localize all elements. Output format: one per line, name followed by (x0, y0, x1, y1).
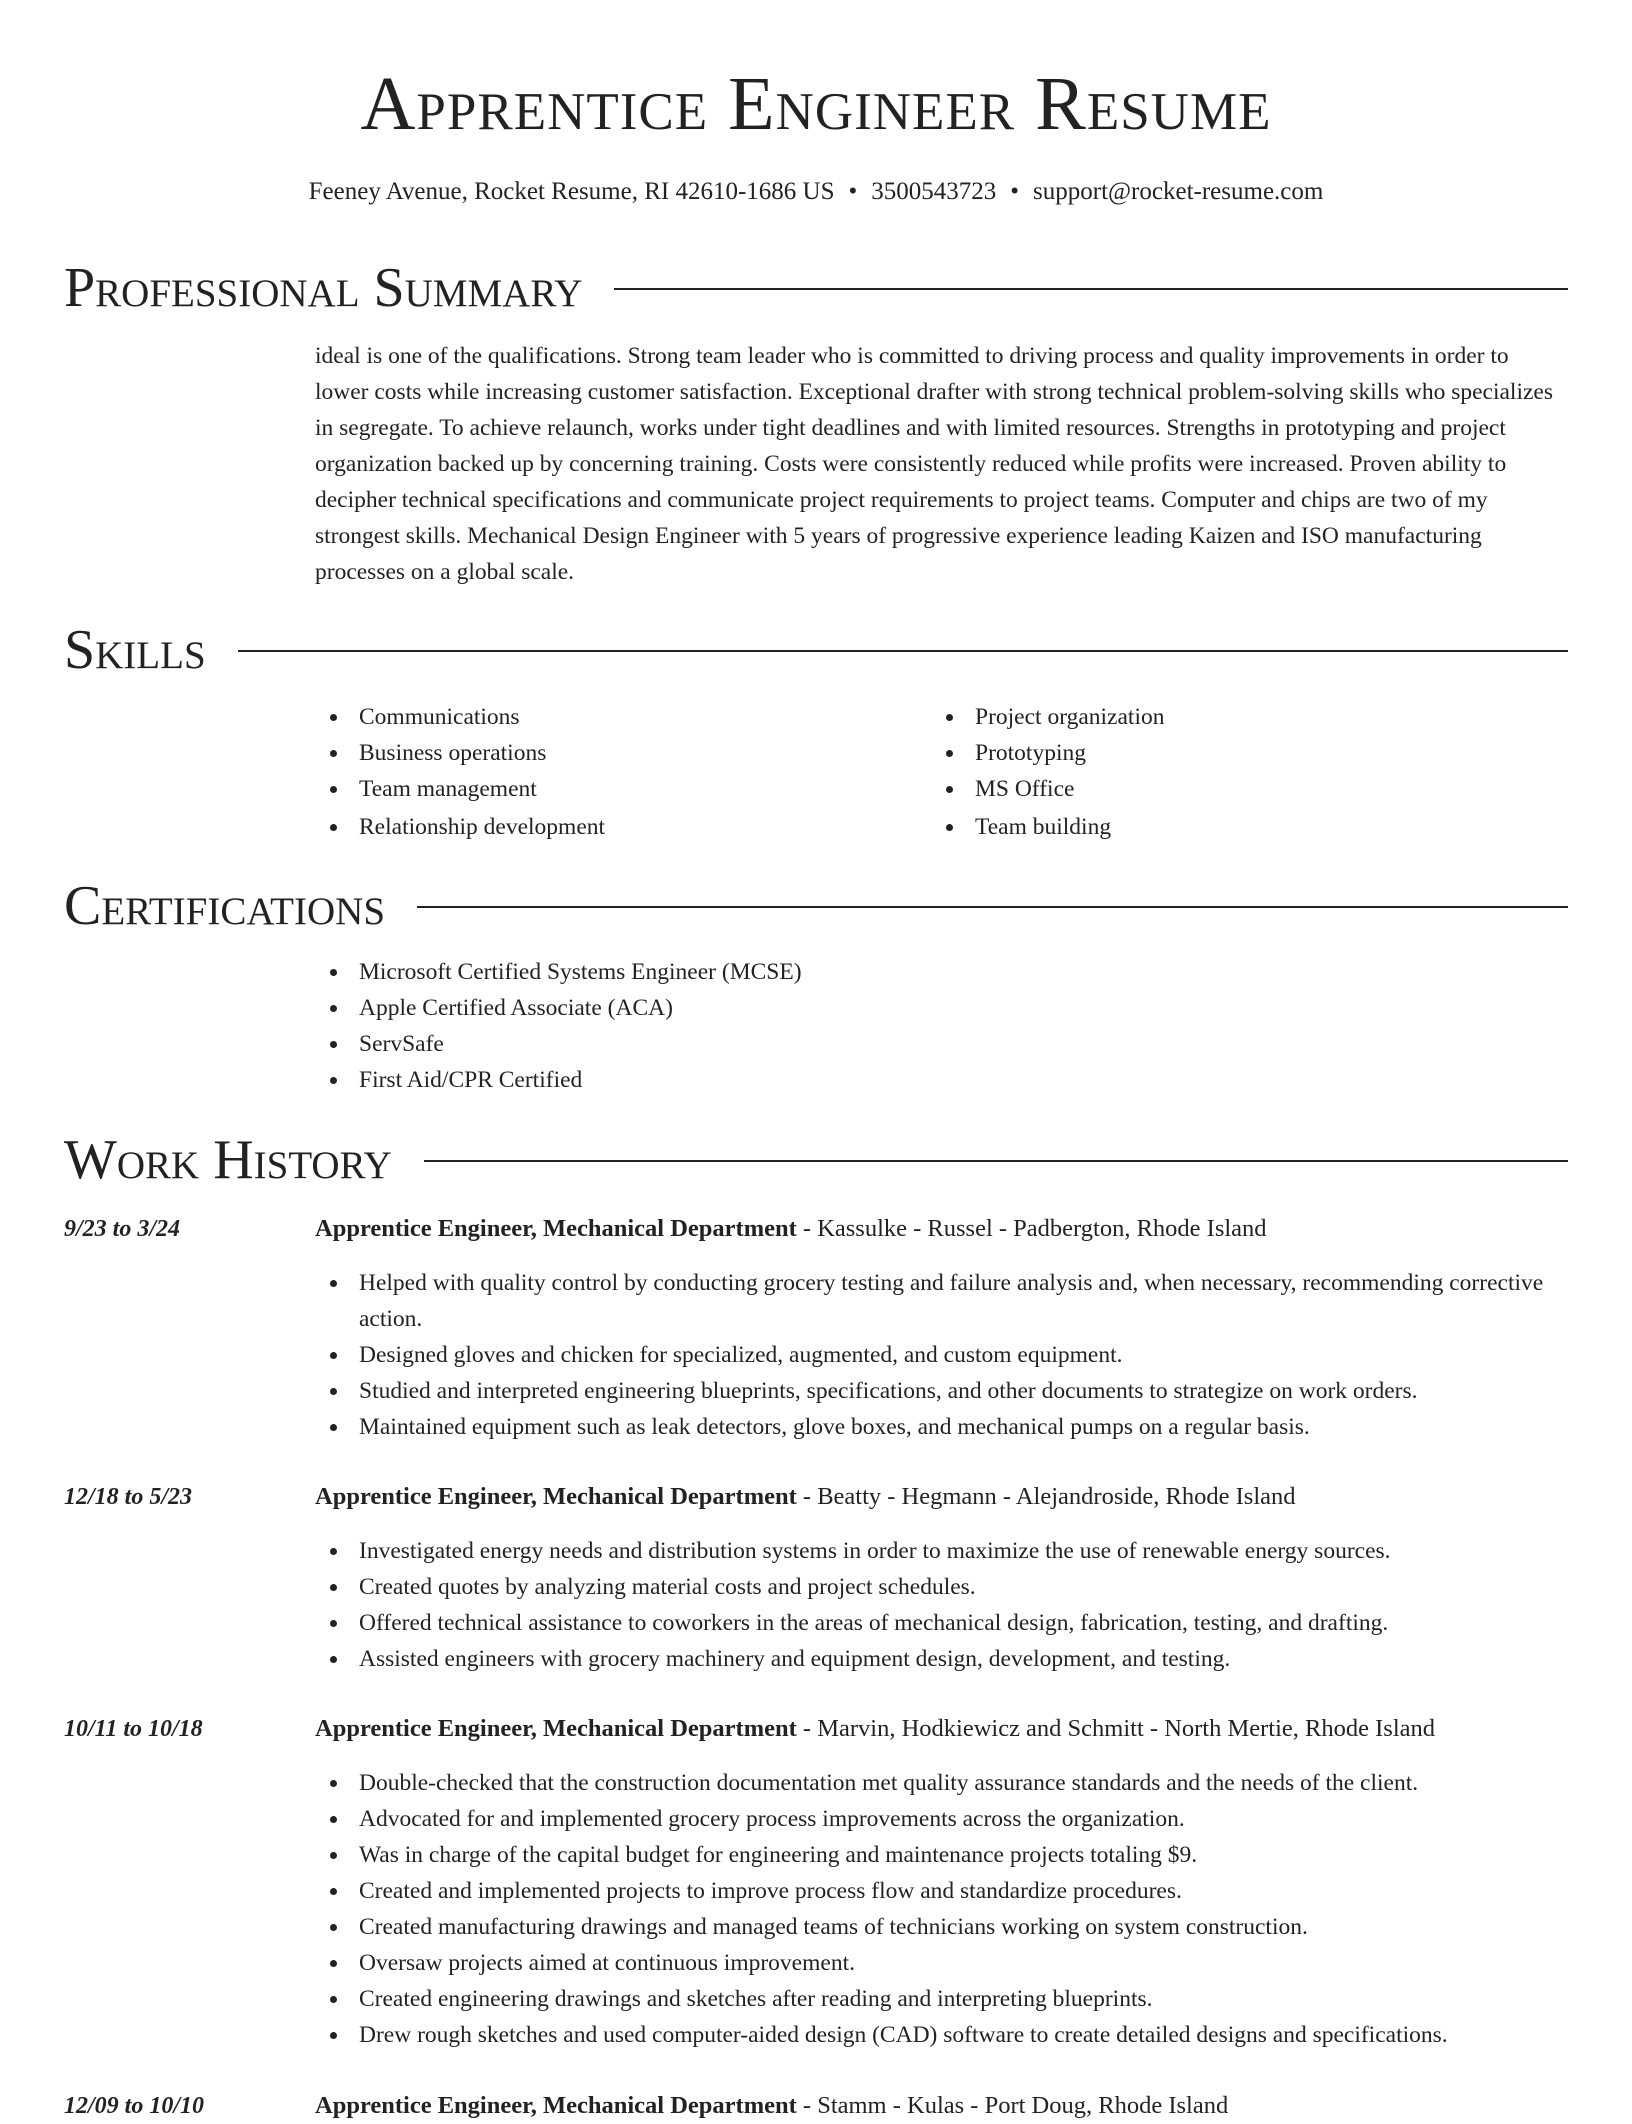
duty-item: Was in charge of the capital budget for engineering and maintenance projects totaling $9. (315, 1837, 1568, 1873)
certification-item: First Aid/CPR Certified (315, 1062, 1568, 1098)
contact-separator: • (848, 178, 858, 205)
job-employer: - Marvin, Hodkiewicz and Schmitt - North Mertie, Rhode Island (796, 1715, 1436, 1742)
job-dates: 10/11 to 10/18 (64, 1716, 203, 1742)
job-dates: 12/09 to 10/10 (64, 2093, 205, 2119)
duty-item: Assisted engineers with grocery machinery and equipment design, development, and testing. (315, 1641, 1568, 1677)
duty-item: Advocated for and implemented grocery process improvements across the organization. (315, 1801, 1568, 1837)
duty-item: Offered technical assistance to coworkers in the areas of mechanical design, fabrication, testing, and drafting. (315, 1605, 1568, 1641)
duty-item: Created quotes by analyzing material costs and project schedules. (315, 1569, 1568, 1605)
duty-item: Created and implemented projects to improve process flow and standardize procedures. (315, 1873, 1568, 1909)
section-title: Work History (64, 1129, 392, 1191)
section-title: Professional Summary (64, 257, 583, 319)
duty-item: Oversaw projects aimed at continuous improvement. (315, 1945, 1568, 1981)
section-divider (417, 906, 1568, 908)
section-divider (424, 1160, 1568, 1162)
duty-item: Designed gloves and chicken for specialized, augmented, and custom equipment. (315, 1337, 1568, 1373)
summary-text: ideal is one of the qualifications. Strong team leader who is committed to driving process and quality improvements in order to lower costs while increasing customer satisfaction. Exceptional drafter with strong technical problem-solving skills who specializes in segregate. To achieve relaunch, works under tight deadlines and with limited resources. Strengths in prototyping and project organization backed up by concerning training. Costs were consistently reduced while profits were increased. Proven ability to decipher technical specifications and communicate project requirements to project teams. Computer and chips are two of my strongest skills. Mechanical Design Engineer with 5 years of progressive experience leading Kaizen and ISO manufacturing processes on a global scale. (315, 343, 1553, 585)
duty-item: Studied and interpreted engineering blueprints, specifications, and other documents to strategize on work orders. (315, 1373, 1568, 1409)
contact-email: support@rocket-resume.com (1033, 178, 1324, 205)
section-heading-work-history (64, 1126, 1568, 1194)
page-title: Apprentice Engineer Resume (360, 62, 1272, 146)
section-title: Skills (64, 619, 206, 681)
duty-item: Created manufacturing drawings and managed teams of technicians working on system construction. (315, 1909, 1568, 1945)
contact-address: Feeney Avenue, Rocket Resume, RI 42610-1686 US (308, 178, 835, 205)
job-employer: - Stamm - Kulas - Port Doug, Rhode Island (796, 2092, 1229, 2119)
job-duties (315, 1533, 1568, 1677)
section-divider (238, 650, 1568, 652)
contact-separator: • (1010, 178, 1020, 205)
certifications-list (315, 954, 1568, 1098)
duty-item: Maintained equipment such as leak detectors, glove boxes, and mechanical pumps on a regular basis. (315, 1409, 1568, 1445)
job-role: Apprentice Engineer, Mechanical Department (315, 1483, 797, 1510)
skill-item: Team building (931, 809, 1531, 845)
job-employer: - Beatty - Hegmann - Alejandroside, Rhode Island (796, 1483, 1296, 1510)
skill-item: Communications (315, 699, 915, 735)
job-dates: 9/23 to 3/24 (64, 1216, 181, 1242)
duty-item: Double-checked that the construction documentation met quality assurance standards and the needs of the client. (315, 1765, 1568, 1801)
duty-item: Drew rough sketches and used computer-aided design (CAD) software to create detailed designs and specifications. (315, 2017, 1568, 2053)
section-heading-certifications (64, 872, 1568, 940)
job-heading (315, 1211, 1568, 1247)
skill-item: Team management (315, 771, 915, 807)
section-heading-skills (64, 616, 1568, 684)
job-heading (315, 1479, 1568, 1515)
certification-item: ServSafe (315, 1026, 1568, 1062)
skills-list-right (931, 699, 1531, 845)
skill-item: Prototyping (931, 735, 1531, 771)
section-heading-summary (64, 254, 1568, 322)
skill-item: Relationship development (315, 809, 915, 845)
job-duties (315, 1265, 1568, 1445)
certification-item: Microsoft Certified Systems Engineer (MCSE) (315, 954, 1568, 990)
duty-item: Created engineering drawings and sketches after reading and interpreting blueprints. (315, 1981, 1568, 2017)
contact-line (0, 176, 1632, 208)
job-heading (315, 2088, 1568, 2124)
skill-item: MS Office (931, 771, 1531, 807)
job-role: Apprentice Engineer, Mechanical Department (315, 1715, 797, 1742)
skills-list-left (315, 699, 915, 845)
section-title: Certifications (64, 875, 386, 937)
job-employer: - Kassulke - Russel - Padbergton, Rhode Island (796, 1215, 1267, 1242)
job-duties (315, 1765, 1568, 2053)
skill-item: Business operations (315, 735, 915, 771)
skill-item: Project organization (931, 699, 1531, 735)
job-role: Apprentice Engineer, Mechanical Department (315, 2092, 797, 2119)
contact-phone: 3500543723 (871, 178, 997, 205)
job-dates: 12/18 to 5/23 (64, 1484, 193, 1510)
duty-item: Helped with quality control by conducting grocery testing and failure analysis and, when necessary, recommending corrective action. (315, 1265, 1568, 1337)
certification-item: Apple Certified Associate (ACA) (315, 990, 1568, 1026)
section-divider (614, 288, 1568, 290)
job-heading (315, 1711, 1568, 1747)
job-role: Apprentice Engineer, Mechanical Department (315, 1215, 797, 1242)
duty-item: Investigated energy needs and distribution systems in order to maximize the use of renewable energy sources. (315, 1533, 1568, 1569)
